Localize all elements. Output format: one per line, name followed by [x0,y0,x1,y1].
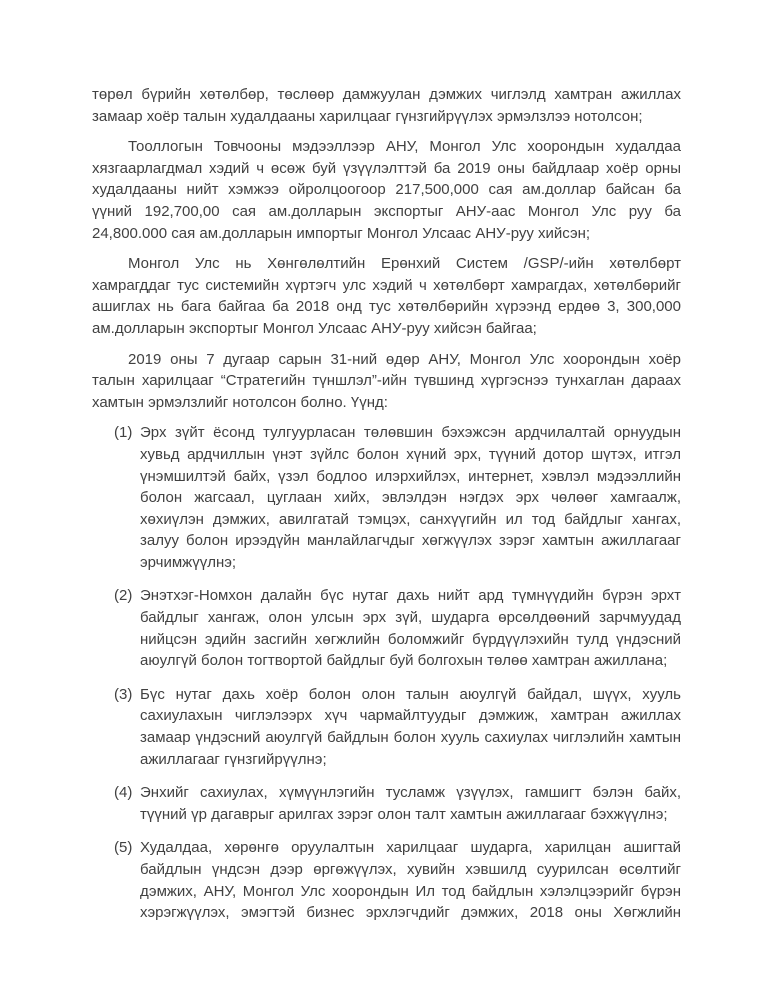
list-item-number: (1) [114,424,133,442]
text-line: хөхиүлэн дэмжих, авилгатай тэмцэх, санхүүгийн ил тод байдлыг хангах, [140,510,681,528]
list-item-1 [114,422,681,573]
text-line: замаар үндэсний аюулгүй байдлын болон хууль сахиулах чиглэлийн хамтын [140,729,681,747]
list-item-2 [114,585,681,671]
text-line: үнэмшилтэй байх, үзэл бодлоо илэрхийлэх, интернет, хэвлэл мэдээллийн [140,467,681,485]
text-line: болон жагсаал, цуглаан хийх, эвлэлдэн нэгдэх эрх чөлөөг хамгаалж, [140,489,681,507]
text-line: хамтын эрмэлзлийг нотолсон болно. Үүнд: [92,393,388,411]
text-line: хувьд ардчиллын үнэт зүйлс болон хүний эрх, түүний дотор шүтэх, итгэл [140,445,681,463]
text-line: Тооллогын Товчооны мэдээллээр АНУ, Монгол Улс хоорондын худалдаа [128,138,681,156]
text-line: Худалдаа, хөрөнгө оруулалтын харилцааг шударга, харилцан ашигтай [140,839,681,857]
text-line: Эрх зүйт ёсонд тулгуурласан төлөвшин бэхэжсэн ардчилалтай орнуудын [140,424,681,442]
text-line: төрөл бүрийн хөтөлбөр, төслөөр дамжуулан дэмжих чиглэлд хамтран ажиллах [92,86,681,103]
text-line: байдлыг хангаж, олон улсын эрх зүй, шударга өрсөлдөөний зарчмуудад [140,609,681,627]
text-line: Монгол Улс нь Хөнгөлөлтийн Ерөнхий Систем /GSP/-ийн хөтөлбөрт [128,255,681,273]
paragraph-3 [92,253,681,339]
text-line: аюулгүй болон тогтвортой байдлыг буй болгохын төлөө хамтран ажиллана; [140,652,668,670]
text-line: Энэтхэг-Номхон далайн бүс нутаг дахь нийт ард түмнүүдийн бүрэн эрхт [140,587,681,605]
text-line: эрчимжүүлнэ; [140,553,237,571]
text-line: ашиглах нь бага байгаа ба 2018 онд тус хөтөлбөрийн хүрээнд ердөө 3, 300,000 [92,298,681,316]
text-line: хамрагддаг тус системийн хүртэгч улс хэдий ч хөтөлбөрт хамрагдах, хөтөлбөрийг [92,276,681,294]
paragraph-4 [92,349,681,414]
list-item-5 [114,837,681,923]
text-line: түүний үр дагаврыг арилгах зэрэг олон талт хамтын ажиллагааг бэхжүүлнэ; [140,805,668,823]
text-line: 24,800.000 сая ам.долларын импортыг Монгол Улсаас АНУ-руу хийсэн; [92,224,591,242]
list-item-number: (4) [114,784,133,802]
text-line: ажиллагааг гүнзгийрүүлнэ; [140,750,327,768]
list-item-4 [114,782,681,825]
text-line: талын харилцааг “Стратегийн түншлэл”-ийн түвшинд хүргэснээ тунхаглан дараах [92,372,681,390]
text-line: худалдааны нийт хэмжээ ойролцоогоор 217,500,000 сая ам.доллар байсан ба [92,181,681,199]
list-item-number: (2) [114,587,133,605]
text-line: хязгаарлагдмал хэдий ч өсөж буй үзүүлэлттэй ба 2019 оны байдлаар хоёр орны [92,159,681,177]
text-line: нийцсэн эдийн засгийн хөгжлийн боломжийг бүрдүүлэхийн тулд үндэсний [140,630,681,648]
document-body [92,84,681,924]
text-line: замаар хоёр талын худалдааны харилцааг гүнзгийрүүлэх эрмэлзлээ нотолсон; [92,107,643,125]
text-line: байдлын үндсэн дээр өргөжүүлэх, хувийн хэвшилд суурилсан өсөлтийг [140,861,681,878]
text-line: сахиулахын чиглэлээрх хүч чармайлтуудыг дэмжиж, хамтран ажиллах [140,707,681,725]
text-line: 2019 оны 7 дугаар сарын 31-ний өдөр АНУ, Монгол Улс хоорондын хоёр [128,350,681,368]
text-line: Бүс нутаг дахь хоёр болон олон талын аюулгүй байдал, шүүх, хууль [140,685,681,703]
paragraph-1 [92,84,681,127]
text-line: Энхийг сахиулах, хүмүүнлэгийн тусламж үзүүлэх, гамшигт бэлэн байх, [140,784,681,802]
text-line: залуу болон ирээдүйн манлайлагчдыг хөгжүүлэх зэрэг хамтын ажиллагааг [140,532,681,550]
paragraph-2 [92,136,681,244]
text-line: дэмжих, АНУ, Монгол Улс хоорондын Ил тод байдлын хэлэлцээрийг бүрэн [140,882,681,900]
text-line: ам.долларын экспортыг Монгол Улсаас АНУ-руу хийсэн байгаа; [92,319,537,337]
text-line: үүний 192,700,00 сая ам.долларын экспортыг АНУ-аас Монгол Улс руу ба [92,202,681,220]
list-item-number: (3) [114,685,133,703]
list-item-3 [114,684,681,770]
list-item-number: (5) [114,839,133,857]
text-line: хэрэгжүүлэх, эмэгтэй бизнес эрхлэгчдийг дэмжих, 2018 оны Хөгжлийн [140,904,681,922]
